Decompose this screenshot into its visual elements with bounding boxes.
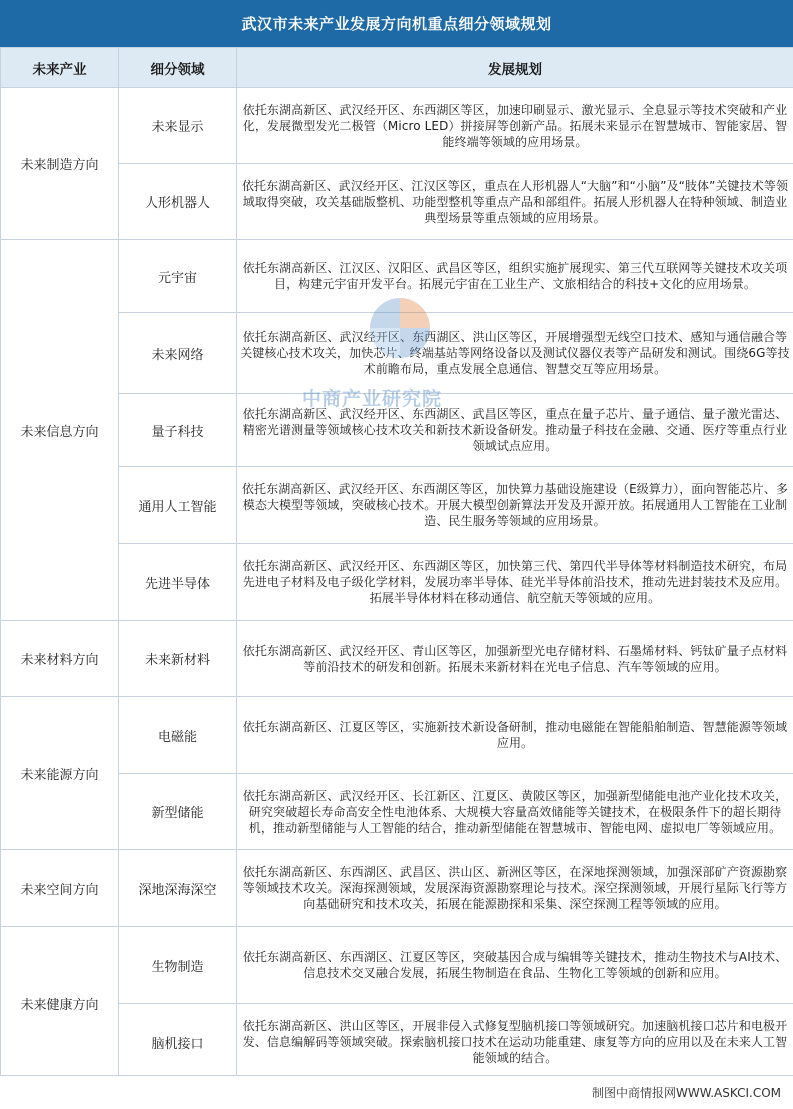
plan-cell: 依托东湖高新区、武汉经开区、东西湖区等区，加快算力基础设施建设（E级算力），面向智能芯片、多模态大模型等领域，突破核心技术。开展大模型创新算法开发及开源开放。拓展通用人工智能在工业制造、民生服务等领域的应用场景。 <box>237 467 793 544</box>
sub-field-cell: 先进半导体 <box>119 544 237 621</box>
header-sub-field: 细分领域 <box>119 48 237 88</box>
sub-field-cell: 未来新材料 <box>119 621 237 697</box>
sub-field-cell: 未来网络 <box>119 313 237 394</box>
table-row <box>1 88 793 164</box>
industry-cell: 未来信息方向 <box>1 240 119 621</box>
table-row <box>1 313 793 394</box>
table-row <box>1 621 793 697</box>
plan-cell: 依托东湖高新区、武汉经开区、东西湖区等区，加速印刷显示、激光显示、全息显示等技术突破和产业化，发展微型发光二极管（Micro LED）拼接屏等创新产品。拓展未来显示在智慧城市、智能家居、智能终端等领域的应用场景。 <box>237 88 793 164</box>
sub-field-cell: 元宇宙 <box>119 240 237 313</box>
plan-cell: 依托东湖高新区、武汉经开区、东西湖区、洪山区等区，开展增强型无线空口技术、感知与通信融合等关键核心技术攻关，加快芯片、终端基站等网络设备以及测试仪器仪表等产品研发和测试。围绕6G等技术前瞻布局，重点发展全息通信、智慧交互等应用场景。 <box>237 313 793 394</box>
sub-field-cell: 生物制造 <box>119 927 237 1004</box>
plan-table <box>0 47 793 1081</box>
plan-cell: 依托东湖高新区、洪山区等区，开展非侵入式修复型脑机接口等领域研究。加速脑机接口芯片和电极开发、信息编解码等领域突破。探索脑机接口技术在运动功能重建、康复等方向的应用以及在未来人工智能领域的结合。 <box>237 1004 793 1081</box>
plan-cell: 依托东湖高新区、江夏区等区，实施新技术新设备研制，推动电磁能在智能船舶制造、智慧能源等领域应用。 <box>237 697 793 774</box>
header-industry: 未来产业 <box>1 48 119 88</box>
plan-cell: 依托东湖高新区、东西湖区、武昌区、洪山区、新洲区等区，在深地探测领域，加强深部矿产资源勘察等领域技术攻关。深海探测领域，发展深海资源勘察理论与技术。深空探测领域，开展行星际飞行等方向基础研究和技术攻关，拓展在能源勘探和采集、深空探测工程等领域的应用。 <box>237 850 793 927</box>
footer-source: 制图中商情报网WWW.ASKCI.COM <box>592 1084 781 1101</box>
sub-field-cell: 脑机接口 <box>119 1004 237 1081</box>
sub-field-cell: 人形机器人 <box>119 164 237 240</box>
table-title <box>0 0 793 47</box>
header-row <box>1 48 793 88</box>
plan-cell: 依托东湖高新区、武汉经开区、青山区等区，加强新型光电存储材料、石墨烯材料、钙钛矿量子点材料等前沿技术的研发和创新。拓展未来新材料在光电子信息、汽车等领域的应用。 <box>237 621 793 697</box>
table-row <box>1 774 793 850</box>
table-row <box>1 240 793 313</box>
plan-cell: 依托东湖高新区、东西湖区、江夏区等区，突破基因合成与编辑等关键技术，推动生物技术与AI技术、信息技术交叉融合发展，拓展生物制造在食品、生物化工等领域的创新和应用。 <box>237 927 793 1004</box>
footer <box>0 1075 793 1109</box>
industry-cell: 未来健康方向 <box>1 927 119 1081</box>
plan-cell: 依托东湖高新区、武汉经开区、东西湖区等区，加快第三代、第四代半导体等材料制造技术研究，布局先进电子材料及电子级化学材料，发展功率半导体、硅光半导体前沿技术，推动先进封装技术及应用。拓展半导体材料在移动通信、航空航天等领域的应用。 <box>237 544 793 621</box>
table-row <box>1 1004 793 1081</box>
plan-cell: 依托东湖高新区、武汉经开区、江汉区等区，重点在人形机器人“大脑”和“小脑”及“肢体”关键技术等领域取得突破，攻关基础版整机、功能型整机等重点产品和部组件。拓展人形机器人在特种领域、制造业典型场景等重点领域的应用场景。 <box>237 164 793 240</box>
watermark-text: 中商产业研究院 <box>302 384 442 411</box>
table-row <box>1 850 793 927</box>
table-row <box>1 467 793 544</box>
sub-field-cell: 深地深海深空 <box>119 850 237 927</box>
plan-cell: 依托东湖高新区、江汉区、汉阳区、武昌区等区，组织实施扩展现实、第三代互联网等关键技术攻关项目，构建元宇宙开发平台。拓展元宇宙在工业生产、文旅相结合的科技+文化的应用场景。 <box>237 240 793 313</box>
sub-field-cell: 通用人工智能 <box>119 467 237 544</box>
table-row <box>1 164 793 240</box>
sub-field-cell: 未来显示 <box>119 88 237 164</box>
header-plan: 发展规划 <box>237 48 793 88</box>
table-row <box>1 544 793 621</box>
table-row <box>1 927 793 1004</box>
plan-cell: 依托东湖高新区、武汉经开区、长江新区、江夏区、黄陂区等区，加强新型储能电池产业化技术攻关，研究突破超长寿命高安全性电池体系、大规模大容量高效储能等关键技术，在极限条件下的超长期待机，推动新型储能与人工智能的结合，推动新型储能在智慧城市、智能电网、虚拟电厂等领域应用。 <box>237 774 793 850</box>
sub-field-cell: 电磁能 <box>119 697 237 774</box>
sub-field-cell: 量子科技 <box>119 394 237 467</box>
industry-cell: 未来制造方向 <box>1 88 119 240</box>
table-row <box>1 697 793 774</box>
industry-cell: 未来能源方向 <box>1 697 119 850</box>
plan-cell: 依托东湖高新区、武汉经开区、东西湖区、武昌区等区，重点在量子芯片、量子通信、量子激光雷达、精密光谱测量等领域核心技术攻关和新技术新设备研发。推动量子科技在金融、交通、医疗等重点行业领域试点应用。 <box>237 394 793 467</box>
table-title-text: 武汉市未来产业发展方向机重点细分领域规划 <box>241 13 551 34</box>
sub-field-cell: 新型储能 <box>119 774 237 850</box>
industry-cell: 未来材料方向 <box>1 621 119 697</box>
industry-cell: 未来空间方向 <box>1 850 119 927</box>
table-row <box>1 394 793 467</box>
